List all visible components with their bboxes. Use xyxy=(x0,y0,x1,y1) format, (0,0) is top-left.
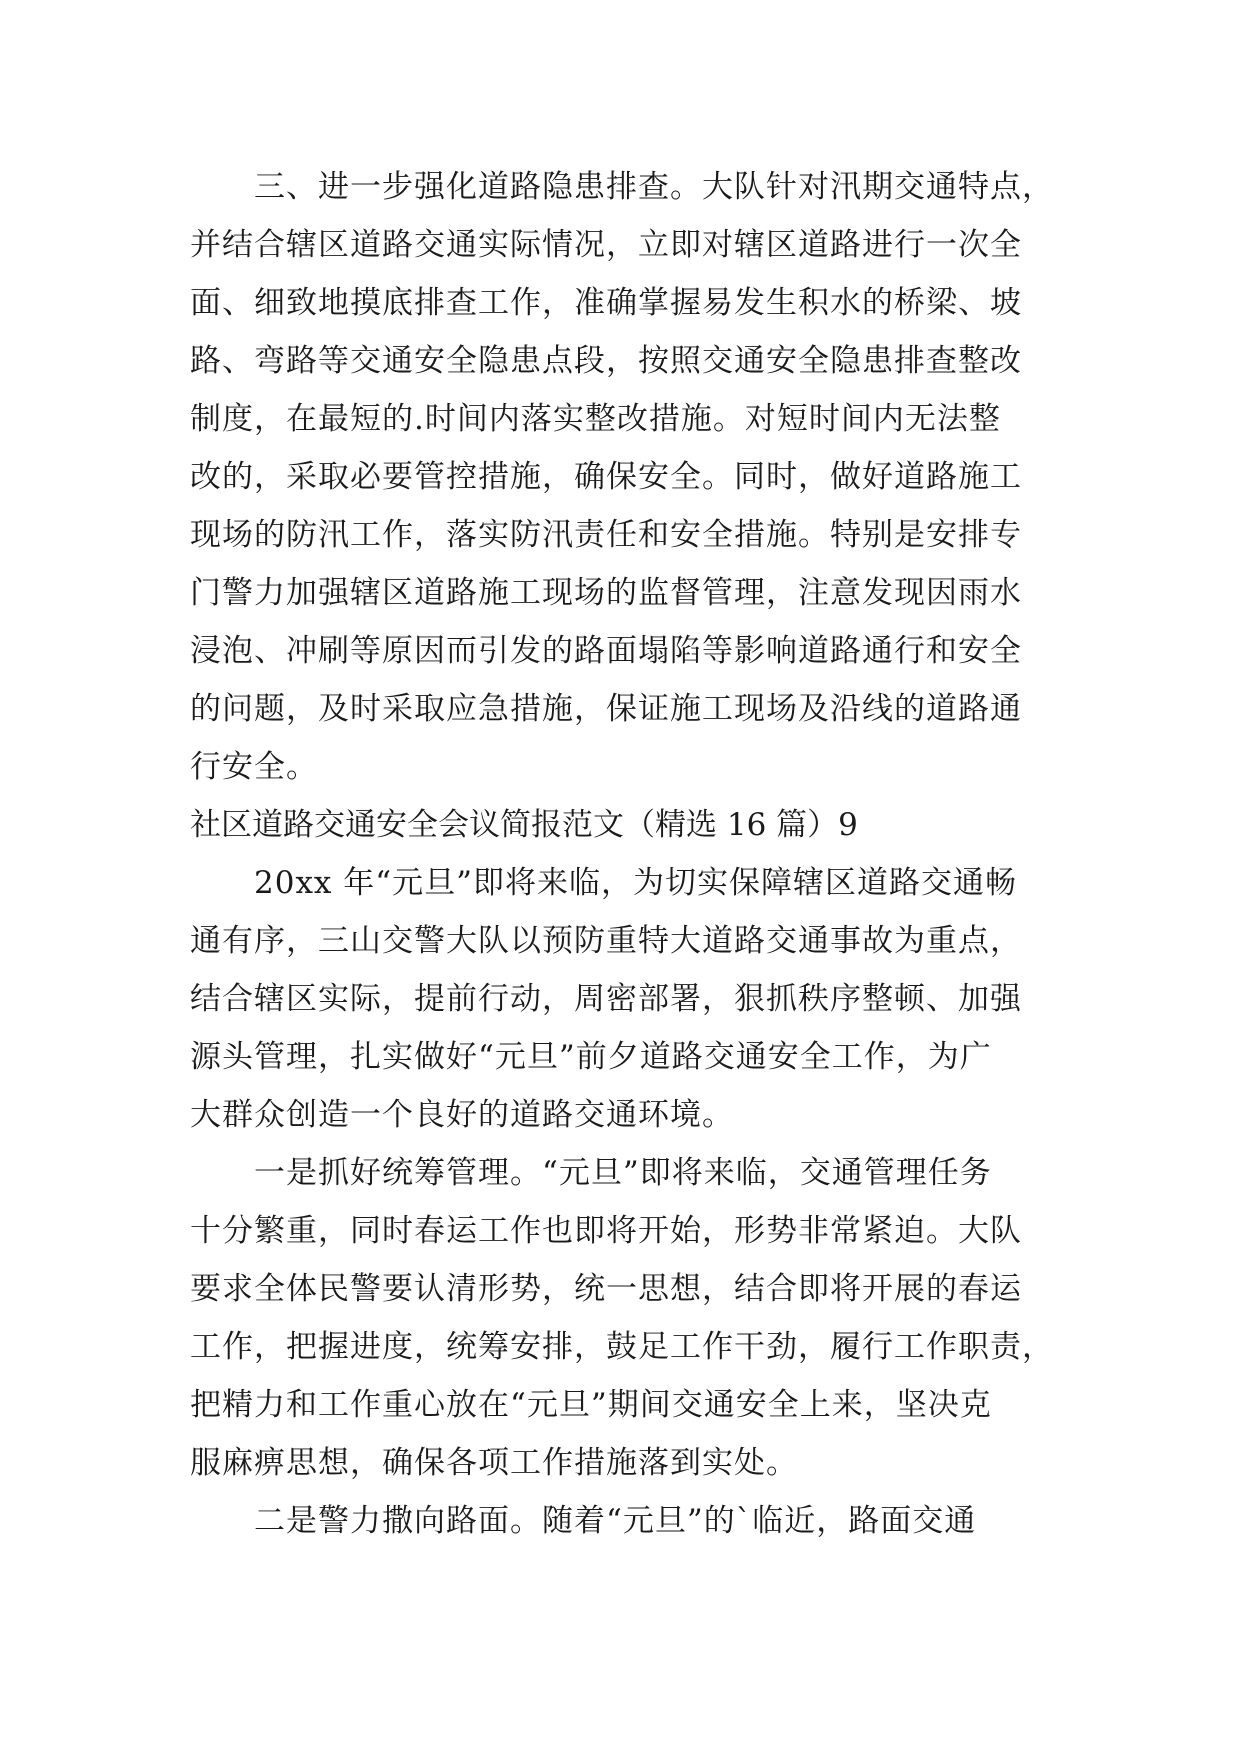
paragraph-line: 把精力和工作重心放在“元旦”期间交通安全上来，坚决克 xyxy=(190,1387,992,1423)
paragraph-line: 通有序，三山交警大队以预防重特大道路交通事故为重点， xyxy=(190,923,1022,959)
paragraph-line: 制度，在最短的.时间内落实整改措施。对短时间内无法整 xyxy=(190,401,1001,437)
paragraph-line: 现场的防汛工作，落实防汛责任和安全措施。特别是安排专 xyxy=(190,517,1022,553)
paragraph-line: 门警力加强辖区道路施工现场的监督管理，注意发现因雨水 xyxy=(190,575,1022,611)
paragraph-line: 浸泡、冲刷等原因而引发的路面塌陷等影响道路通行和安全 xyxy=(190,633,1022,669)
paragraph-line: 路、弯路等交通安全隐患点段，按照交通安全隐患排查整改 xyxy=(190,343,1022,379)
paragraph-line: 服麻痹思想，确保各项工作措施落到实处。 xyxy=(190,1445,798,1481)
paragraph-line: 的问题，及时采取应急措施，保证施工现场及沿线的道路通 xyxy=(190,691,1022,727)
paragraph-line: 面、细致地摸底排查工作，准确掌握易发生积水的桥梁、坡 xyxy=(190,285,1022,321)
paragraph-line: 并结合辖区道路交通实际情况，立即对辖区道路进行一次全 xyxy=(190,227,1022,263)
paragraph-line: 源头管理，扎实做好“元旦”前夕道路交通安全工作，为广 xyxy=(190,1039,992,1075)
paragraph-line: 20xx 年“元旦”即将来临，为切实保障辖区道路交通畅 xyxy=(254,865,1017,901)
paragraph-line: 行安全。 xyxy=(190,749,318,785)
section-heading: 社区道路交通安全会议简报范文（精选 16 篇）9 xyxy=(190,807,858,843)
paragraph-line: 十分繁重，同时春运工作也即将开始，形势非常紧迫。大队 xyxy=(190,1213,1022,1249)
paragraph-line: 大群众创造一个良好的道路交通环境。 xyxy=(190,1097,734,1133)
paragraph-line: 二是警力撒向路面。随着“元旦”的`临近，路面交通 xyxy=(254,1503,977,1539)
paragraph-line: 改的，采取必要管控措施，确保安全。同时，做好道路施工 xyxy=(190,459,1022,495)
paragraph-line: 结合辖区实际，提前行动，周密部署，狠抓秩序整顿、加强 xyxy=(190,981,1022,1017)
paragraph-line: 三、进一步强化道路隐患排查。大队针对汛期交通特点， xyxy=(254,169,1054,205)
paragraph-line: 要求全体民警要认清形势，统一思想，结合即将开展的春运 xyxy=(190,1271,1022,1307)
paragraph-line: 一是抓好统筹管理。“元旦”即将来临，交通管理任务 xyxy=(254,1155,992,1191)
paragraph-line: 工作，把握进度，统筹安排，鼓足工作干劲，履行工作职责， xyxy=(190,1329,1054,1365)
